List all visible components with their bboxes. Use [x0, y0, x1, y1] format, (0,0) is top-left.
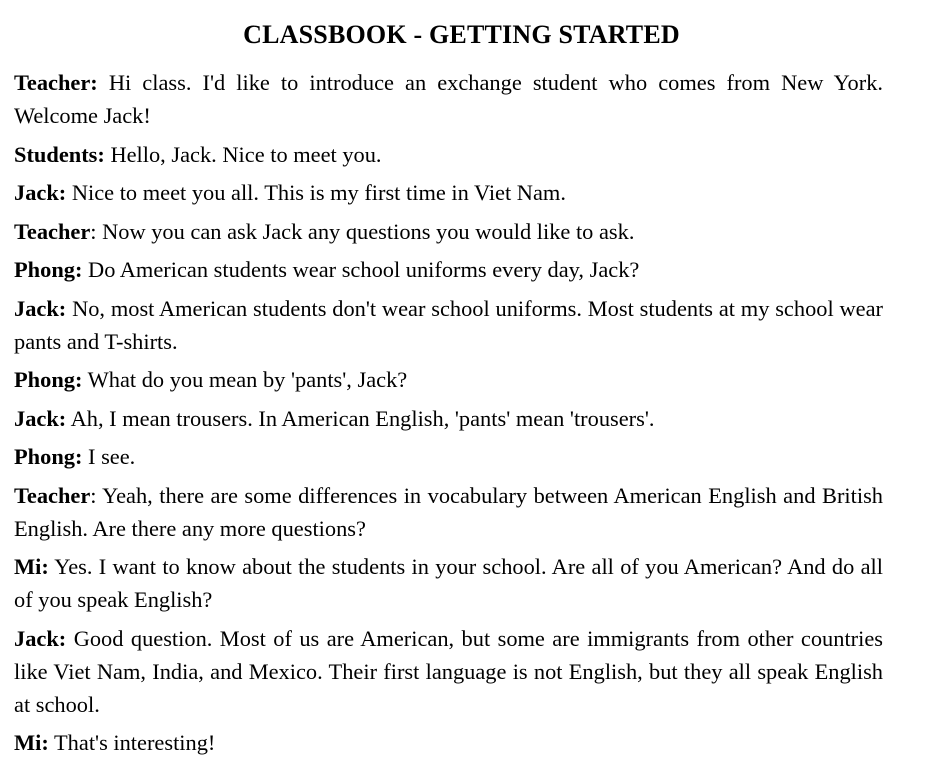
- dialogue-line: [14, 726, 883, 759]
- dialogue-text: Nice to meet you all. This is my first time in Viet Nam.: [66, 180, 566, 205]
- speaker-name: Jack:: [14, 625, 67, 651]
- dialogue-text: Ah, I mean trousers. In American English, 'pants' mean 'trousers'.: [66, 405, 655, 431]
- dialogue-line: [14, 66, 883, 132]
- speaker-name: Mi:: [14, 554, 49, 579]
- dialogue-line: [14, 440, 883, 473]
- dialogue-text: Do American students wear school uniforms every day, Jack?: [82, 257, 640, 282]
- speaker-name: Phong:: [14, 444, 83, 469]
- dialogue-line: [14, 292, 883, 358]
- speaker-name: Teacher:: [14, 70, 98, 95]
- dialogue-text: : Yeah, there are some differences in vocabulary between American English and British English. Are there any more questions?: [14, 482, 883, 541]
- speaker-name: Jack:: [14, 295, 67, 321]
- dialogue-text: I see.: [82, 444, 136, 469]
- dialogue-line: [14, 402, 883, 435]
- speaker-name: Students:: [14, 141, 105, 167]
- dialogue-text: Hello, Jack. Nice to meet you.: [104, 141, 382, 167]
- speaker-name: Phong:: [14, 257, 83, 282]
- dialogue-text: Good question. Most of us are American, but some are immigrants from other countries like Viet Nam, India, and Mexico. Their first language is not English, but they all speak English at school.: [14, 625, 883, 717]
- dialogue-text: That's interesting!: [48, 730, 216, 755]
- speaker-name: Teacher: [14, 218, 91, 244]
- dialogue-text: Hi class. I'd like to introduce an exchange student who comes from New York. Welcome Jack!: [14, 70, 883, 128]
- dialogue-line: [14, 622, 883, 721]
- speaker-name: Mi:: [14, 730, 49, 755]
- dialogue-line: [14, 215, 883, 248]
- dialogue-text: : Now you can ask Jack any questions you would like to ask.: [90, 218, 635, 244]
- speaker-name: Jack:: [14, 405, 67, 431]
- dialogue-line: [14, 138, 883, 171]
- dialogue-line: [14, 479, 883, 545]
- dialogue: [14, 66, 883, 759]
- speaker-name: Teacher: [14, 482, 91, 508]
- dialogue-line: [14, 550, 883, 616]
- dialogue-line: [14, 253, 883, 286]
- dialogue-line: [14, 176, 883, 209]
- dialogue-text: Yes. I want to know about the students in your school. Are all of you American? And do all of you speak English?: [14, 554, 883, 612]
- dialogue-text: What do you mean by 'pants', Jack?: [82, 367, 408, 392]
- speaker-name: Phong:: [14, 367, 83, 392]
- page-title: CLASSBOOK - GETTING STARTED: [243, 20, 680, 49]
- speaker-name: Jack:: [14, 180, 67, 205]
- dialogue-text: No, most American students don't wear school uniforms. Most students at my school wear pants and T-shirts.: [14, 295, 883, 354]
- dialogue-line: [14, 363, 883, 396]
